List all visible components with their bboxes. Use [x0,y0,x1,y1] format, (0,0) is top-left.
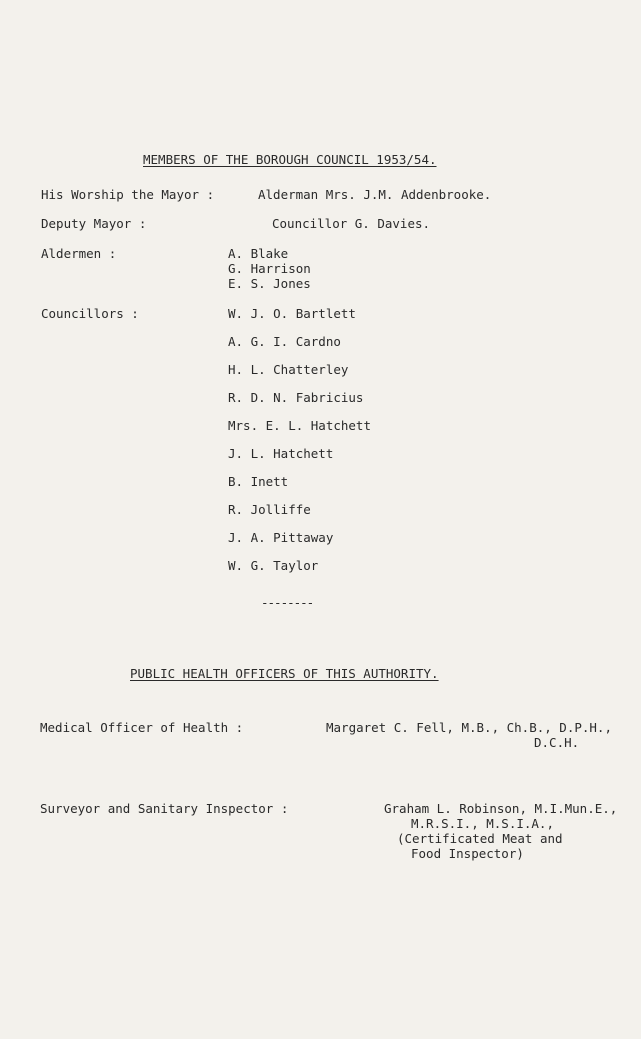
surveyor-label: Surveyor and Sanitary Inspector : [40,801,289,816]
councillor-name: B. Inett [228,474,289,489]
councillor-name: R. Jolliffe [228,502,311,517]
alderman-name: G. Harrison [228,261,311,276]
councillor-name: W. G. Taylor [228,558,319,573]
aldermen-label: Aldermen : [41,246,117,261]
surveyor-certification: (Certificated Meat and [397,831,563,846]
councillor-name: A. G. I. Cardno [228,334,341,349]
officers-heading: PUBLIC HEALTH OFFICERS OF THIS AUTHORITY. [130,666,439,681]
councillor-name: Mrs. E. L. Hatchett [228,418,371,433]
deputy-mayor-value: Councillor G. Davies. [272,216,431,231]
medical-officer-qualification: D.C.H. [534,735,580,750]
medical-officer-label: Medical Officer of Health : [40,720,244,735]
alderman-name: E. S. Jones [228,276,311,291]
medical-officer-name: Margaret C. Fell, M.B., Ch.B., D.P.H., [326,720,612,735]
alderman-name: A. Blake [228,246,289,261]
council-heading: MEMBERS OF THE BOROUGH COUNCIL 1953/54. [143,152,437,167]
councillor-name: H. L. Chatterley [228,362,349,377]
surveyor-name: Graham L. Robinson, M.I.Mun.E., [384,801,618,816]
separator-line: -------- [261,595,314,610]
surveyor-qualifications: M.R.S.I., M.S.I.A., [411,816,554,831]
councillor-name: J. L. Hatchett [228,446,334,461]
councillors-label: Councillors : [41,306,139,321]
surveyor-certification: Food Inspector) [411,846,524,861]
mayor-label: His Worship the Mayor : [41,187,215,202]
deputy-mayor-label: Deputy Mayor : [41,216,147,231]
councillor-name: R. D. N. Fabricius [228,390,364,405]
councillor-name: J. A. Pittaway [228,530,334,545]
councillor-name: W. J. O. Bartlett [228,306,356,321]
mayor-value: Alderman Mrs. J.M. Addenbrooke. [258,187,492,202]
